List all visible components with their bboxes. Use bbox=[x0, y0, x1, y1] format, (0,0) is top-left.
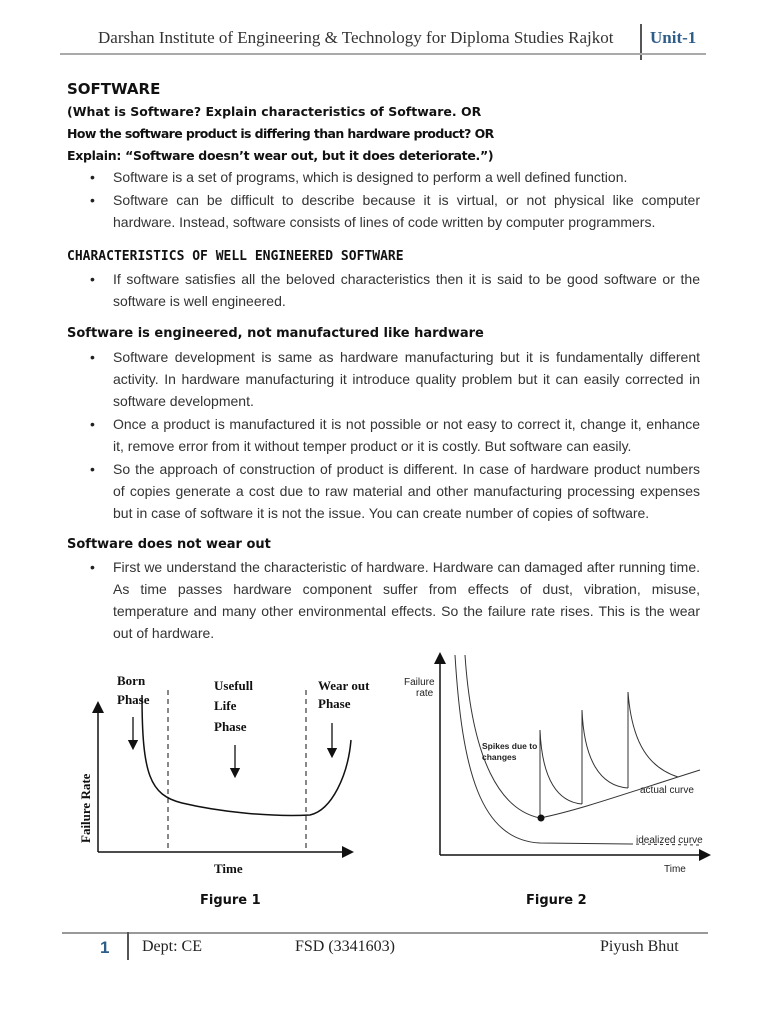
footer-separator bbox=[127, 932, 129, 960]
characteristics-heading: CHARACTERISTICS OF WELL ENGINEERED SOFTWARE bbox=[67, 249, 404, 264]
question-line-1: (What is Software? Explain characteristics of Software. OR bbox=[67, 104, 482, 119]
figure2-spikes-label-2: changes bbox=[482, 752, 517, 762]
figure1-bathtub-curve bbox=[142, 695, 351, 815]
figure2-idealized-label: idealized curve bbox=[636, 835, 703, 846]
question-line-3: Explain: “Software doesn’t wear out, but it does deteriorate.”) bbox=[67, 148, 494, 163]
figure2-caption: Figure 2 bbox=[526, 893, 587, 908]
footer-rule bbox=[62, 932, 708, 934]
figure2-spike-1 bbox=[540, 730, 582, 818]
figure2-actual-label: actual curve bbox=[640, 785, 694, 796]
figure2-software-chart bbox=[400, 650, 710, 880]
figure2-spike-3 bbox=[628, 692, 678, 788]
section-heading-software: SOFTWARE bbox=[67, 80, 161, 98]
figure2-spikes-label-1: Spikes due to bbox=[482, 741, 538, 751]
list-item: • Software can be difficult to describe because it is virtual, or not physical like computer hardware. Instead, software consists of lines of code written by computer programmers. bbox=[88, 189, 700, 233]
header-rule bbox=[60, 53, 706, 55]
figure1-born-label-1: Born bbox=[117, 673, 146, 688]
figure1-useful-label-2: Life bbox=[214, 698, 237, 713]
header-unit: Unit-1 bbox=[650, 28, 697, 47]
wear-heading: Software does not wear out bbox=[67, 537, 271, 552]
figure2-y-label-2: rate bbox=[416, 688, 434, 699]
footer-course: FSD (3341603) bbox=[295, 938, 396, 955]
list-item: • If software satisfies all the beloved characteristics then it is said to be good software or the software is well engineered. bbox=[88, 268, 700, 312]
figure1-caption: Figure 1 bbox=[200, 893, 261, 908]
footer-dept: Dept: CE bbox=[142, 938, 202, 955]
page-number: 1 bbox=[100, 938, 110, 957]
list-item: • First we understand the characteristic of hardware. Hardware can damaged after running time. As time passes hardware component suffer from effects of dust, vibration, misuse, temperature and many other environmental effects. So the failure rate rises. This is the wear out of hardware. bbox=[88, 556, 700, 644]
figure1-y-label: Failure Rate bbox=[78, 773, 93, 843]
wear-bullet-list bbox=[88, 556, 700, 645]
characteristics-bullet-list bbox=[88, 268, 700, 313]
figure1-x-label: Time bbox=[214, 861, 243, 876]
list-item: • So the approach of construction of product is different. In case of hardware product numbers of copies generate a cost due to raw material and other manufacturing processing expenses but in case of software it is not the issue. You can create number of copies of software. bbox=[88, 458, 700, 524]
page-header bbox=[60, 26, 706, 54]
figure1-bathtub-chart bbox=[70, 665, 370, 880]
footer-author: Piyush Bhut bbox=[600, 938, 679, 955]
header-title: Darshan Institute of Engineering & Technology for Diploma Studies Rajkot bbox=[98, 28, 614, 47]
figure1-useful-label-1: Usefull bbox=[214, 678, 253, 693]
figure1-born-label-2: Phase bbox=[117, 692, 150, 707]
engineered-bullet-list bbox=[88, 346, 700, 525]
figure2-y-label-1: Failure bbox=[404, 677, 435, 688]
engineered-heading: Software is engineered, not manufactured like hardware bbox=[67, 326, 484, 341]
list-item: • Software is a set of programs, which is designed to perform a well defined function. bbox=[88, 166, 700, 188]
software-bullet-list bbox=[88, 166, 700, 234]
figure2-spike-2 bbox=[582, 710, 628, 804]
list-item: • Software development is same as hardware manufacturing but it is fundamentally different activity. In hardware manufacturing it introduce quality problem but it can easily corrected in software development. bbox=[88, 346, 700, 412]
figure1-useful-label-3: Phase bbox=[214, 719, 247, 734]
figure1-wear-label-2: Phase bbox=[318, 696, 351, 711]
question-line-2: How the software product is differing than hardware product? OR bbox=[67, 126, 494, 141]
figure2-x-label: Time bbox=[664, 864, 686, 875]
figure1-wear-label-1: Wear out bbox=[318, 678, 370, 693]
figure2-min-point bbox=[538, 815, 545, 822]
list-item: • Once a product is manufactured it is not possible or not easy to correct it, change it, enhance it, remove error from it without temper product or it is costly. But software can easily. bbox=[88, 413, 700, 457]
